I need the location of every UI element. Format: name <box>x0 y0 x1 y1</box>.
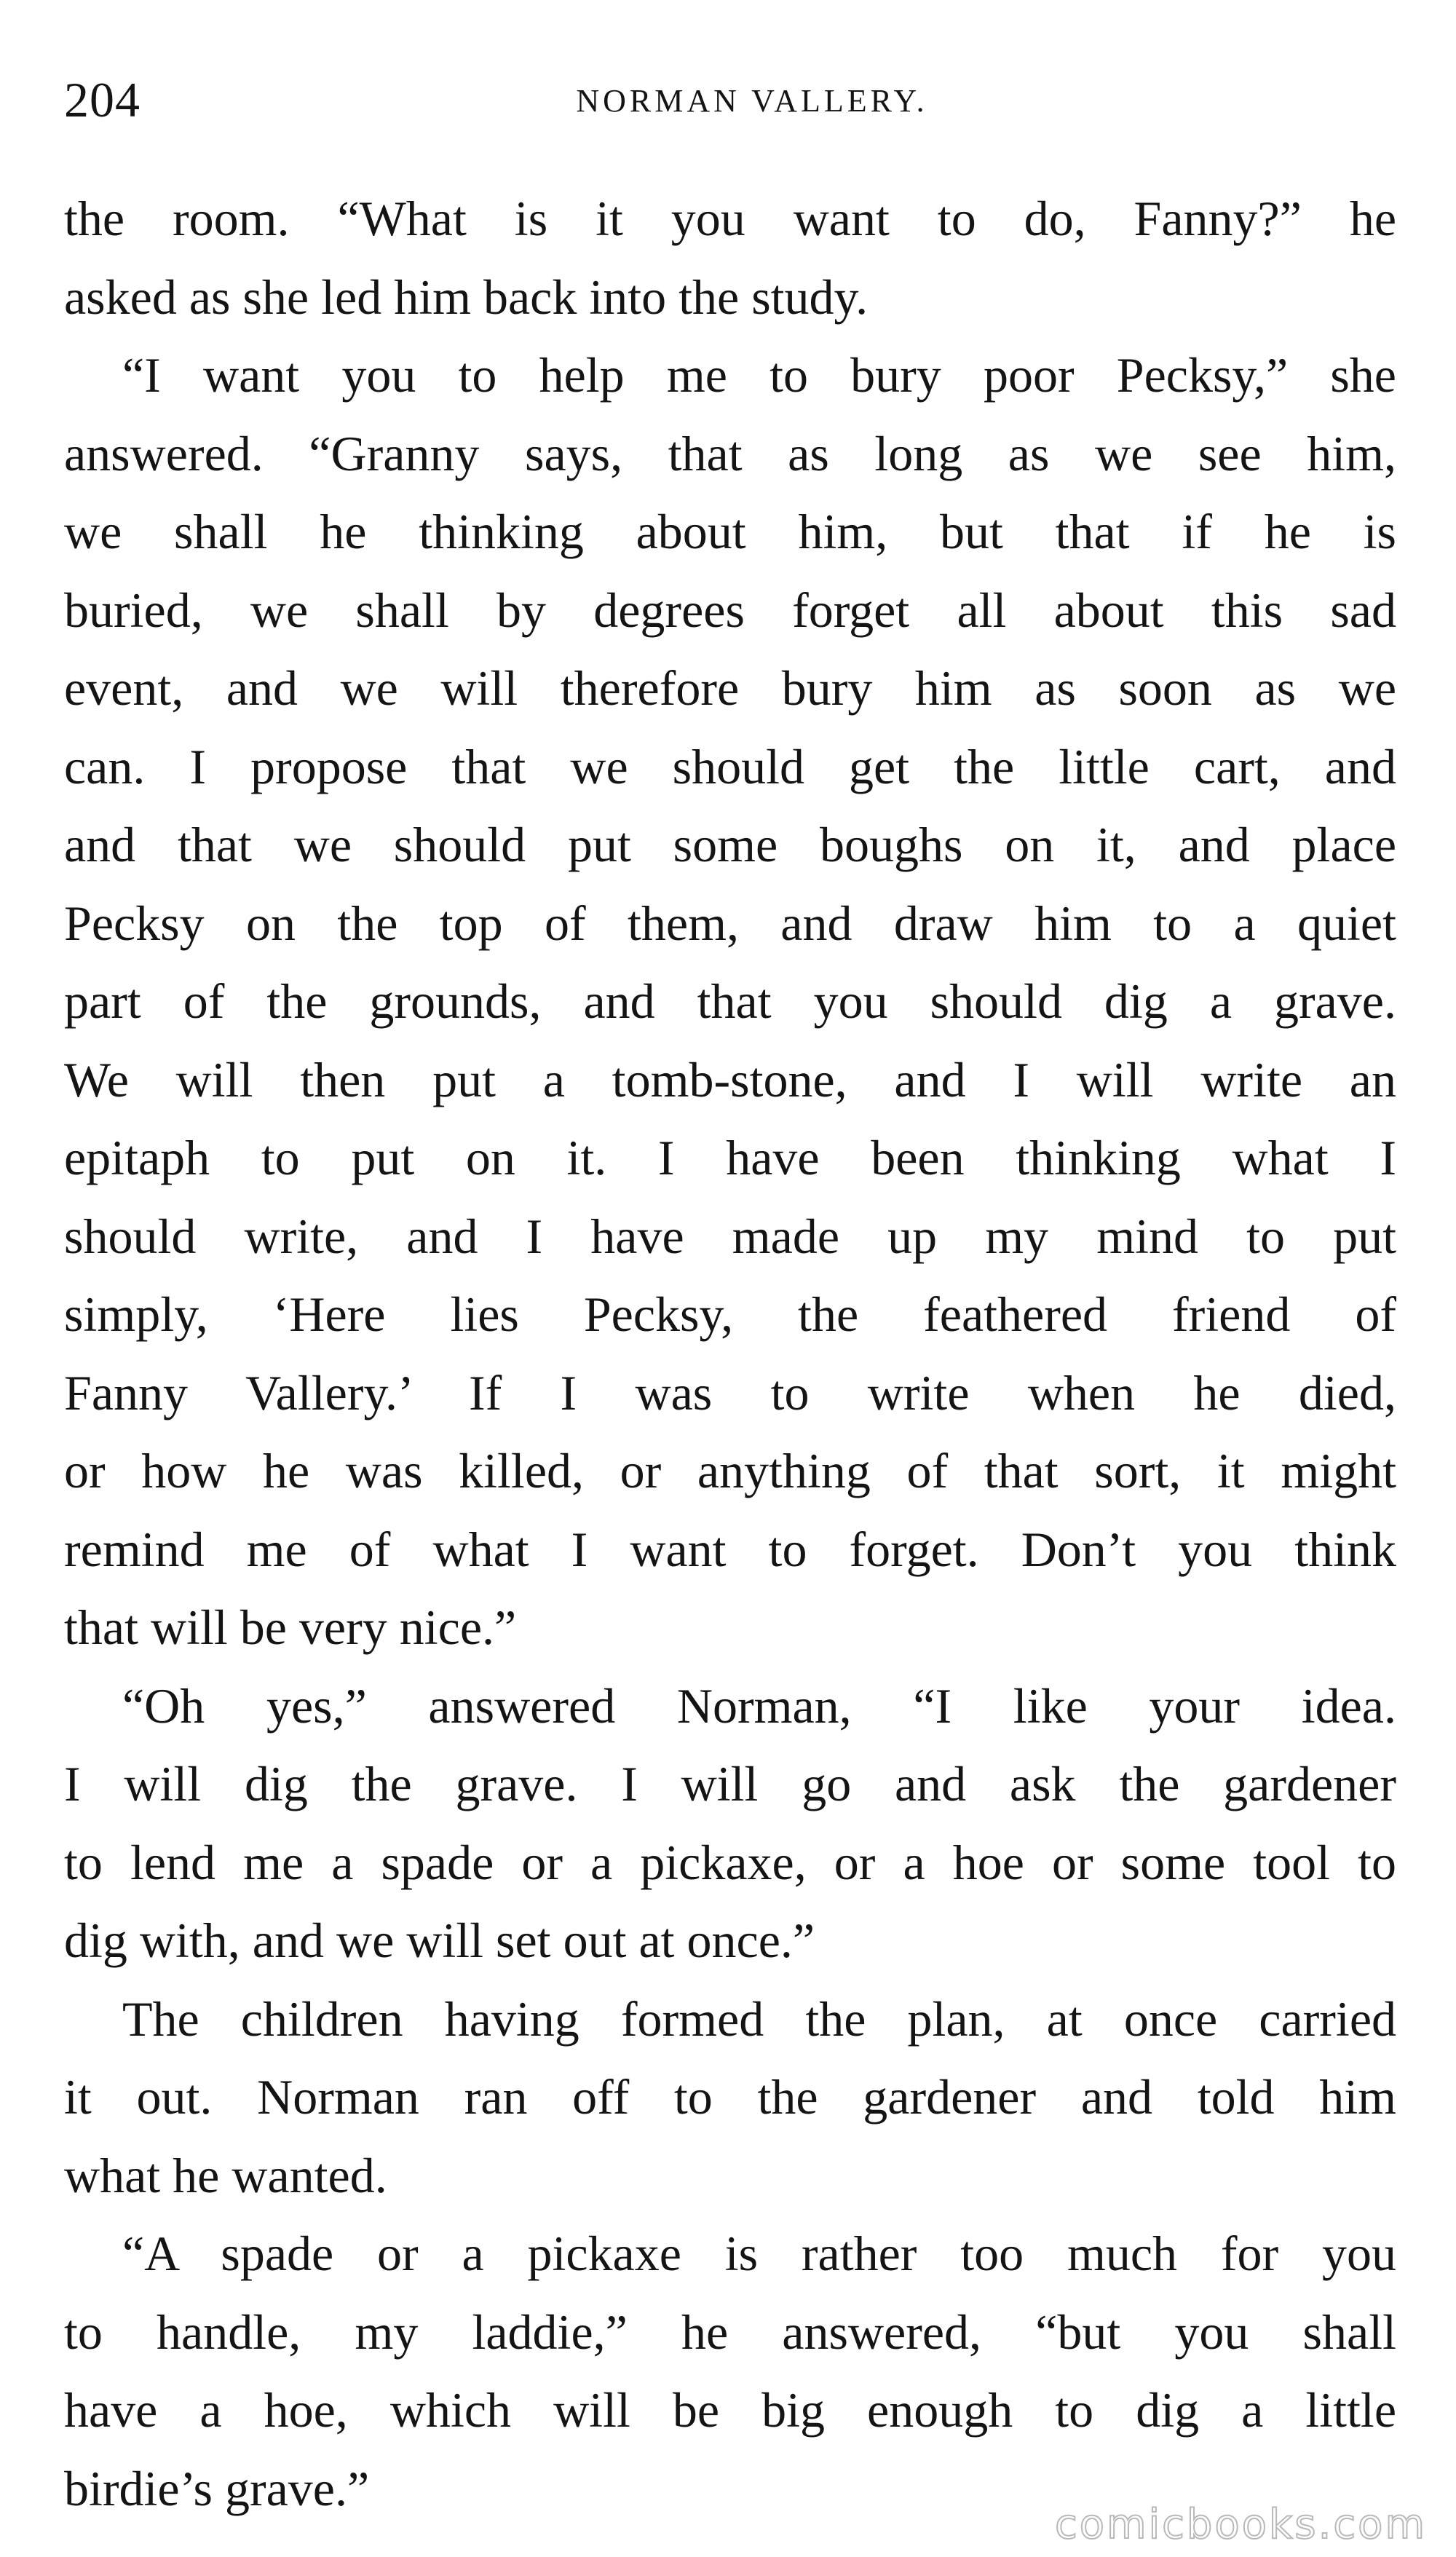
text-line: have a hoe, which will be big enough to dig a little <box>64 2382 1396 2438</box>
text-line: “A spade or a pickaxe is rather too much for you <box>122 2226 1396 2281</box>
text-line: remind me of what I want to forget. Don’t you think <box>64 1521 1396 1577</box>
text-line: that will be very nice.” <box>64 1600 517 1655</box>
text-line: and that we should put some boughs on it, and place <box>64 817 1396 872</box>
text-line: it out. Norman ran off to the gardener and told him <box>64 2069 1396 2125</box>
text-line: to handle, my laddie,” he answered, “but you shall <box>64 2304 1396 2360</box>
page-number: 204 <box>64 72 141 127</box>
watermark: comicbooks.com <box>1054 2501 1427 2548</box>
text-line: Pecksy on the top of them, and draw him to a quiet <box>64 895 1396 951</box>
text-line: “I want you to help me to bury poor Pecksy,” she <box>122 347 1396 403</box>
text-line: I will dig the grave. I will go and ask the gardener <box>64 1756 1396 1811</box>
text-line: should write, and I have made up my mind to put <box>64 1208 1396 1264</box>
text-line: to lend me a spade or a pickaxe, or a hoe or some tool to <box>64 1834 1396 1890</box>
text-line: buried, we shall by degrees forget all about this sad <box>64 582 1396 638</box>
text-line: simply, ‘Here lies Pecksy, the feathered friend of <box>64 1287 1396 1342</box>
text-line: “Oh yes,” answered Norman, “I like your idea. <box>122 1677 1396 1734</box>
text-line: event, and we will therefore bury him as soon as we <box>64 660 1396 716</box>
page-header <box>64 67 1396 133</box>
text-line: Fanny Vallery.’ If I was to write when he died, <box>64 1364 1396 1420</box>
text-line: what he wanted. <box>64 2147 387 2203</box>
text-line: answered. “Granny says, that as long as we see him, <box>64 425 1396 481</box>
text-line: asked as she led him back into the study. <box>64 269 869 325</box>
text-line: We will then put a tomb-stone, and I will write an <box>64 1051 1396 1107</box>
text-line: The children having formed the plan, at once carried <box>122 1991 1396 2047</box>
text-line: we shall he thinking about him, but that if he is <box>64 504 1396 559</box>
text-line: dig with, and we will set out at once.” <box>64 1913 815 1968</box>
body-text <box>64 180 1396 2528</box>
running-head: NORMAN VALLERY. <box>576 83 928 119</box>
text-line: can. I propose that we should get the little cart, and <box>64 738 1396 794</box>
text-line: part of the grounds, and that you should dig a grave. <box>64 973 1396 1029</box>
text-line: or how he was killed, or anything of that sort, it might <box>64 1443 1396 1498</box>
text-line: birdie’s grave.” <box>64 2460 370 2516</box>
text-line: epitaph to put on it. I have been thinking what I <box>64 1130 1396 1185</box>
text-line: the room. “What is it you want to do, Fanny?” he <box>64 191 1396 246</box>
